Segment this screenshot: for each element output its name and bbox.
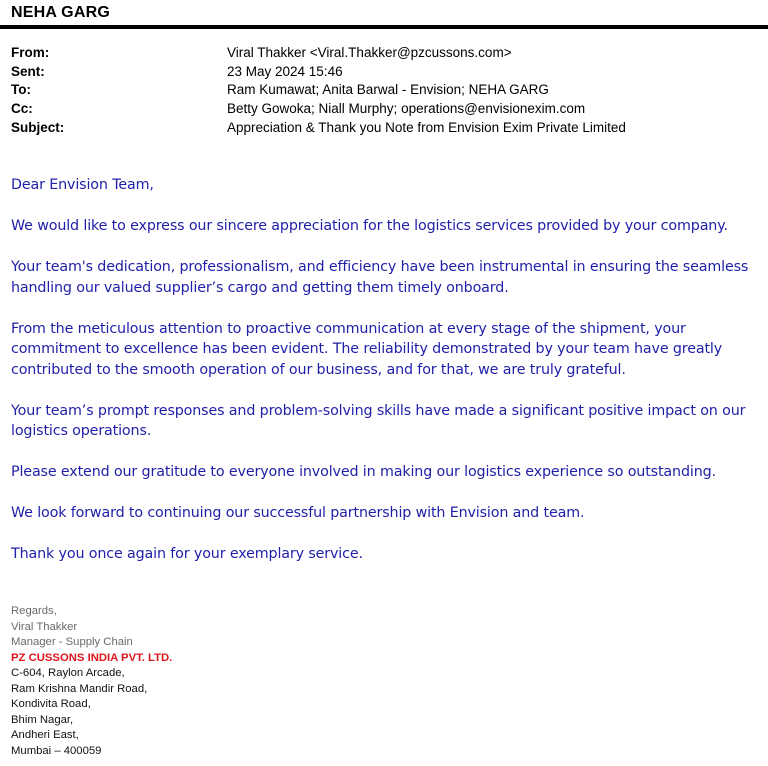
signature-closing: Regards, bbox=[11, 605, 57, 617]
email-signature bbox=[11, 604, 172, 759]
body-paragraph: Your team’s prompt responses and problem-solving skills have made a significant positive impact on our logistics operations. bbox=[11, 402, 746, 439]
body-paragraph: From the meticulous attention to proactive communication at every stage of the shipment, your commitment to excellence has been evident. The reliability demonstrated by your team have greatly contributed to the smooth operation of our business, and for that, we are truly grateful. bbox=[11, 320, 723, 378]
body-paragraph: Your team's dedication, professionalism, and efficiency have been instrumental in ensuring the seamless handling our valued supplier’s cargo and getting them timely onboard. bbox=[11, 259, 749, 296]
email-body bbox=[11, 175, 768, 585]
header-divider bbox=[0, 25, 768, 29]
header-row-cc bbox=[11, 100, 761, 119]
body-paragraph: Thank you once again for your exemplary service. bbox=[11, 546, 363, 562]
cc-label: Cc: bbox=[11, 101, 33, 117]
sent-label: Sent: bbox=[11, 63, 45, 79]
subject-value: Appreciation & Thank you Note from Envision Exim Private Limited bbox=[227, 119, 626, 135]
from-value[interactable]: Viral Thakker <Viral.Thakker@pzcussons.com> bbox=[227, 45, 512, 60]
signature-title: Manager - Supply Chain bbox=[11, 636, 133, 648]
to-label: To: bbox=[11, 82, 31, 98]
mailbox-owner-name: NEHA GARG bbox=[11, 4, 110, 21]
email-headers bbox=[11, 44, 761, 137]
address-line: Ram Krishna Mandir Road, bbox=[11, 682, 148, 695]
address-line: Kondivita Road, bbox=[11, 698, 91, 710]
header-row-sent bbox=[11, 63, 761, 82]
header-row-subject bbox=[11, 119, 761, 138]
sent-value: 23 May 2024 15:46 bbox=[227, 63, 343, 79]
from-label: From: bbox=[11, 45, 50, 60]
body-paragraph: Please extend our gratitude to everyone involved in making our logistics experience so outstanding. bbox=[11, 464, 716, 480]
signature-name: Viral Thakker bbox=[11, 620, 78, 633]
subject-label: Subject: bbox=[11, 119, 65, 135]
body-paragraph: We look forward to continuing our successful partnership with Envision and team. bbox=[11, 505, 585, 521]
signature-company: PZ CUSSONS INDIA PVT. LTD. bbox=[11, 651, 173, 664]
address-line: C-604, Raylon Arcade, bbox=[11, 667, 125, 679]
address-line: Bhim Nagar, bbox=[11, 713, 74, 726]
address-line: Andheri East, bbox=[11, 729, 79, 741]
header-row-to bbox=[11, 81, 761, 100]
address-line: Mumbai – 400059 bbox=[11, 744, 102, 757]
body-paragraph: We would like to express our sincere appreciation for the logistics services provided by your company. bbox=[11, 218, 728, 234]
header-row-from bbox=[11, 44, 761, 63]
cc-value[interactable]: Betty Gowoka; Niall Murphy; operations@envisionexim.com bbox=[227, 101, 586, 117]
to-value[interactable]: Ram Kumawat; Anita Barwal - Envision; NEHA GARG bbox=[227, 82, 549, 98]
greeting: Dear Envision Team, bbox=[11, 177, 154, 193]
